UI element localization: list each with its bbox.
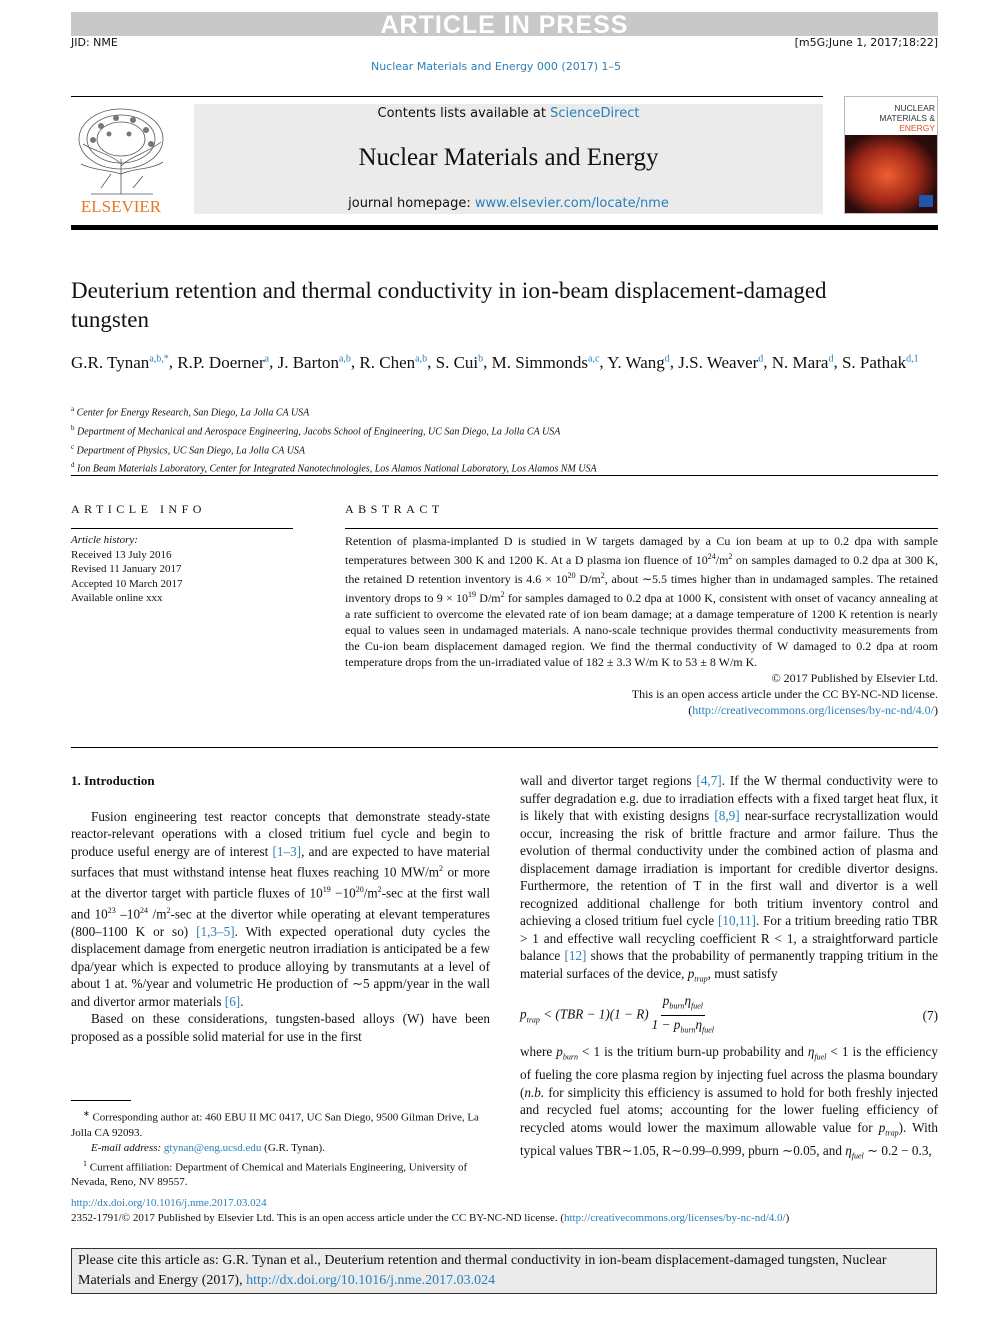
- journal-id: JID: NME: [71, 36, 118, 49]
- license-footer-link[interactable]: http://creativecommons.org/licenses/by-nc-nd/4.0/: [563, 1212, 786, 1224]
- author-affiliation-marker[interactable]: a,b: [415, 353, 428, 364]
- journal-name: Nuclear Materials and Energy: [358, 144, 659, 171]
- journal-homepage-link[interactable]: www.elsevier.com/locate/nme: [474, 196, 669, 211]
- citation-text: Please cite this article as: G.R. Tynan et al., Deuterium retention and thermal conductivity in ion-beam displacement-damaged tungsten, Nuclear Materials and Energy (2017),: [78, 1253, 887, 1288]
- author-affiliation-marker[interactable]: a,b,*: [149, 353, 169, 364]
- affiliation-key: d: [71, 461, 75, 470]
- author-name: N. Mara: [771, 352, 829, 372]
- affiliation-item: [71, 440, 938, 459]
- equation-body: $p_{trap} < (TBR - 1)(1 - R)$ $\frac{p_{burn}\eta_{fuel}}{1 - p_{burn}\eta_{fuel}}$: [520, 992, 715, 1035]
- abstract-heading: ABSTRACT: [345, 502, 444, 516]
- citation-doi-link[interactable]: http://dx.doi.org/10.1016/j.nme.2017.03.024: [246, 1273, 496, 1288]
- accepted-date: Accepted 10 March 2017: [71, 577, 183, 590]
- abstract-license: This is an open access article under the CC BY-NC-ND license.: [631, 687, 938, 701]
- ref-link-2[interactable]: [1,3–5]: [196, 923, 235, 939]
- author-list: G.R. Tynan$^{a,b,*}$, R.P. Doerner$^a$, J. Barton$^{a,b}$, R. Chen$^{a,b}$, S. Cui$^b$, M. Simmonds$^{a,c}$, Y. Wang$^d$, J.S. Weaver$^d$, N. Mara$^d$, S. Pathak$^{d,1}$: [71, 352, 919, 372]
- publisher-wordmark: ELSEVIER: [80, 197, 162, 216]
- contents-line: [194, 106, 823, 121]
- author-name: S. Cui: [435, 352, 479, 372]
- author-name: R. Chen: [359, 352, 416, 372]
- author-name: J. Barton: [277, 352, 339, 372]
- homepage-line: [194, 196, 823, 211]
- intro-paragraph-1: Fusion engineering test reactor concepts that demonstrate steady-state reactor-relevant operations with a closed tritium fuel cycle and begin to produce useful energy are of interest [1–3], and are expected to have material surfaces that must withstand intense heat fluxes reaching 10 $MW/m^2$ or more at the divertor target with particle fluxes of $10^{19} -10^{20}/m^2-\sec$ at the first wall and $10^{23}$ $-10^{24}$ $/m^2-\sec$ at the divertor while operating at elevant temperatures (800–1100 K or so) [1,3–5]. With expected operational duty cycles the displacement damage from energetic neutron irradiation is anticipated be a few dpa/year which is expected to produce alloying by transmutants at a level of about 1 at. %/year and volumetric He production of ∼5 appm/year in the wall and divertor armor materials [6].: [71, 808, 491, 1009]
- svg-text:NUCLEAR: NUCLEAR: [894, 103, 935, 113]
- license-footer: [71, 1212, 789, 1224]
- article-info-rule: [71, 528, 293, 529]
- introduction-heading: 1. Introduction: [71, 773, 155, 788]
- license-footer-suffix: ): [785, 1212, 790, 1224]
- intro-paragraph-2: Based on these considerations, tungsten-based alloys (W) have been proposed as a possible solid material for use in the first: [71, 1011, 490, 1044]
- author: [278, 353, 351, 372]
- equation-explanation: where $p_{burn} < 1$ is the tritium burn-up probability and $\eta_{fuel} < 1$ is the efficiency of fueling the core plasma region by injecting fuel across the plasma boundary (n.b. for simplicity this efficiency is assumed to hold for both freshly injected and recycled fuel atoms; accounting for the lower fueling efficiency of recycled atoms would lower the maximum allowable value for $p_{trap}$). With typical values TBR∼1.05, R∼0.99–0.999, pburn ∼0.05, and $\eta_{fuel}$ ∼ 0.2 − 0.3,: [520, 1043, 938, 1161]
- author-affiliation-marker[interactable]: d: [828, 353, 834, 364]
- author-affiliation-marker[interactable]: d: [664, 353, 670, 364]
- article-title: Deuterium retention and thermal conductivity in ion-beam displacement-damaged tungsten: [71, 278, 827, 332]
- abstract-license-link[interactable]: http://creativecommons.org/licenses/by-nc-nd/4.0/: [692, 703, 934, 717]
- doi-link[interactable]: http://dx.doi.org/10.1016/j.nme.2017.03.024: [71, 1197, 267, 1209]
- footnote-corresponding-text: Corresponding author at: 460 EBU II MC 0417, UC San Diego, 9500 Gilman Drive, La Jolla CA 92093.: [71, 1111, 479, 1139]
- ref-link-3[interactable]: [6]: [224, 993, 241, 1009]
- ref-link-5[interactable]: [8,9]: [714, 808, 740, 823]
- author-affiliation-marker[interactable]: d,1: [906, 353, 919, 364]
- equation-number: (7): [922, 1007, 938, 1023]
- article-info-heading: ARTICLE INFO: [71, 502, 206, 516]
- author-affiliation-marker[interactable]: a,c: [588, 353, 600, 364]
- header-thick-rule: [71, 225, 938, 230]
- email-link[interactable]: gtynan@eng.ucsd.edu: [163, 1141, 262, 1154]
- footnote-corresponding: ∗ Corresponding author at: 460 EBU II MC 0417, UC San Diego, 9500 Gilman Drive, La Jolla CA 92093.: [71, 1109, 479, 1139]
- journal-cover-image: [844, 96, 938, 214]
- svg-text:ENERGY: ENERGY: [899, 123, 935, 133]
- author: [607, 353, 670, 372]
- svg-text:MATERIALS &: MATERIALS &: [879, 113, 935, 123]
- affiliation-text: Department of Physics, UC San Diego, La Jolla CA USA: [76, 444, 306, 456]
- author: [842, 353, 919, 372]
- citation-box: [71, 1248, 937, 1294]
- build-stamp: [m5G;June 1, 2017;18:22]: [794, 36, 938, 49]
- email-label: E-mail address:: [91, 1141, 162, 1154]
- ref-link-7[interactable]: [12]: [564, 948, 587, 963]
- abstract-body: [345, 533, 938, 718]
- author-affiliation-marker[interactable]: b: [478, 353, 484, 364]
- abstract-license-wrapper: (http://creativecommons.org/licenses/by-nc-nd/4.0/): [688, 703, 938, 717]
- online-date: Available online xxx: [71, 592, 163, 604]
- author-affiliation-marker[interactable]: a: [264, 353, 270, 364]
- ref-link-4[interactable]: [4,7]: [696, 773, 722, 788]
- affiliation-rule: [71, 475, 938, 476]
- header-top-rule: [71, 96, 823, 97]
- affiliation-item: [71, 402, 938, 421]
- article-in-press-banner: ARTICLE IN PRESS: [71, 12, 938, 36]
- equation-7: [520, 992, 938, 1039]
- affiliation-text: Department of Mechanical and Aerospace Engineering, Jacobs School of Engineering, UC San Diego, La Jolla CA USA: [77, 426, 561, 438]
- revised-date: Revised 11 January 2017: [71, 563, 182, 575]
- license-footer-prefix: 2352-1791/© 2017 Published by Elsevier Ltd. This is an open access article under the CC BY-NC-ND license. (: [71, 1212, 564, 1224]
- footnote-current-text: Current affiliation: Department of Chemical and Materials Engineering, University of Nevada, Reno, NV 89557.: [71, 1161, 468, 1189]
- affiliation-key: a: [71, 405, 75, 413]
- author: [177, 353, 269, 372]
- sciencedirect-link[interactable]: ScienceDirect: [550, 106, 640, 121]
- abstract-text: Retention of plasma-implanted D is studied in W targets damaged by a Cu ion beam at up to 0.2 dpa with sample temperatures between 300 K and 1200 K. At a D plasma ion fluence of $10^{24}/m^2$ on samples damaged to 0.2 dpa at 300 K, the retained D retention inventory is $4.6 \times 10^{20}$ $D/m^2$, about ∼5.5 times higher than in undamaged samples. The retained inventory drops to $9 \times 10^{19}$ $D/m^2$ for samples damaged to 0.2 dpa at 1000 K, consistent with onset of vacancy annealing at a rate sufficient to overcome the elevated rate of ion beam damage; at a damage temperature of 1200 K retention is nearly equal to values seen in undamaged materials. A nano-scale technique provides thermal conductivity measurements from the Cu-ion beam displacement damaged region. We find the thermal conductivity of W damaged to 0.2 dpa at room temperature drops from the un-irradiated value of 182 ± 3.3 W/m K to 53 ± 8 W/m K.: [345, 534, 938, 669]
- abstract-copyright: © 2017 Published by Elsevier Ltd.: [771, 671, 938, 685]
- author-name: S. Pathak: [841, 352, 907, 372]
- intro-paragraph-2-cont: wall and divertor target regions [4,7]. If the W thermal conductivity were to suffer degradation e.g. due to irradiation effects with a fixed target heat flux, it is likely that with existing designs [8,9] near-surface recrystallization would occur, increasing the risk of brittle fracture and armor failure. Thus the evolution of thermal conductivity under the combined action of plasma and displacement damage irradiation is important for credible divertor designs. Furthermore, the retention of T in the first wall and divertor is a well recognized additional challenge for both tritium inventory control and achieving a closed tritium fuel cycle [10,11]. For a tritium breeding ratio TBR > 1 and effective wall recycling coefficient R < 1, a straightforward particle balance [12] shows that the probability of permanently trapping tritium in the material surfaces of the device, $p_{trap}$, must satisfy: [520, 773, 939, 984]
- footnotes: [71, 1106, 490, 1190]
- author-name: G.R. Tynan: [71, 352, 150, 372]
- footnote-current-affiliation: $^1$ Current affiliation: Department of Chemical and Materials Engineering, University of Nevada, Reno, NV 89557.: [71, 1158, 468, 1189]
- affiliation-list: [71, 402, 938, 477]
- author-name: R.P. Doerner: [177, 352, 265, 372]
- body-column-left: [71, 772, 490, 1045]
- author: [436, 353, 484, 372]
- affiliation-key: c: [71, 442, 75, 451]
- author: [772, 353, 834, 372]
- author-affiliation-marker[interactable]: a,b: [338, 353, 351, 364]
- abstract-rule: [345, 528, 938, 529]
- author: [492, 353, 600, 372]
- journal-reference-link[interactable]: Nuclear Materials and Energy 000 (2017) 1–5: [370, 60, 621, 73]
- history-label: Article history:: [71, 534, 138, 546]
- elsevier-logo: [71, 104, 172, 216]
- affiliation-item: [71, 421, 938, 440]
- affiliation-text: Ion Beam Materials Laboratory, Center for Integrated Nanotechnologies, Los Alamos National Laboratory, Los Alamos NM USA: [77, 463, 597, 475]
- footnote-email: [71, 1141, 490, 1156]
- author-affiliation-marker[interactable]: d: [758, 353, 764, 364]
- footnote-rule: [71, 1100, 131, 1101]
- contents-prefix: Contents lists available at: [377, 106, 551, 121]
- email-suffix: (G.R. Tynan).: [264, 1141, 325, 1154]
- author-name: J.S. Weaver: [678, 352, 759, 372]
- author-name: Y. Wang: [607, 352, 665, 372]
- author-name: M. Simmonds: [491, 352, 588, 372]
- affiliation-key: b: [71, 423, 75, 432]
- article-history: [71, 533, 183, 606]
- received-date: Received 13 July 2016: [71, 548, 172, 561]
- affiliation-text: Center for Energy Research, San Diego, La Jolla CA USA: [76, 407, 310, 419]
- ref-link-1[interactable]: [1–3]: [272, 843, 302, 859]
- body-separator-rule: [71, 747, 938, 748]
- ref-link-6[interactable]: [10,11]: [717, 913, 756, 928]
- author: [71, 353, 169, 372]
- body-column-right: [520, 772, 938, 1165]
- homepage-prefix: journal homepage:: [348, 196, 475, 211]
- author: [359, 353, 427, 372]
- author: [678, 353, 763, 372]
